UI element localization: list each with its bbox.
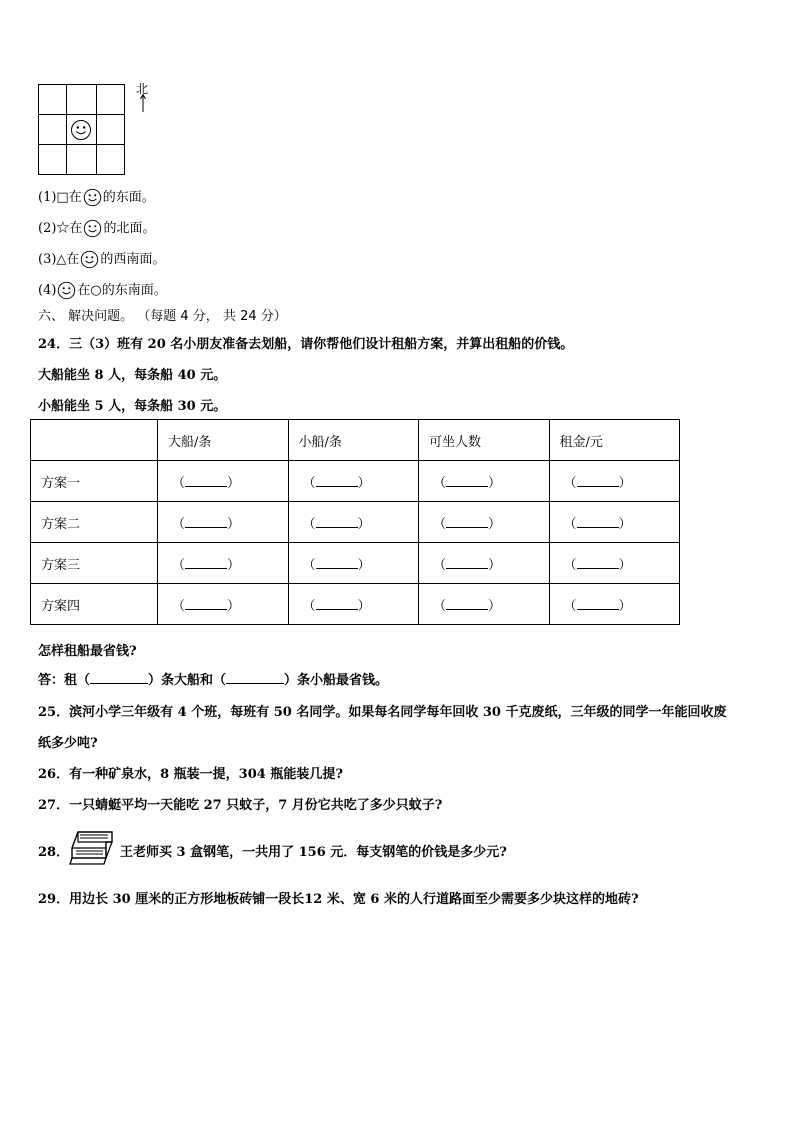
answer-blank[interactable]: （ ） xyxy=(288,461,419,502)
smiley-face-icon xyxy=(80,250,99,269)
question-25-line-2: 纸多少吨? xyxy=(38,736,98,751)
answer-blank[interactable]: （ ） xyxy=(288,543,419,584)
question-post-text: 的北面。 xyxy=(103,221,156,236)
smiley-face-icon xyxy=(83,188,102,207)
grid-cell xyxy=(96,145,124,175)
question-post-text: 在○的东南面。 xyxy=(77,283,167,298)
table-row xyxy=(31,461,680,502)
answer-blank[interactable]: （ ） xyxy=(288,584,419,625)
answer-blank[interactable]: （ ） xyxy=(549,584,680,625)
answer-blank[interactable]: （ ） xyxy=(288,502,419,543)
question-27-text: 27．一只蜻蜓平均一天能吃 27 只蚊子，7 月份它共吃了多少只蚊子? xyxy=(38,798,443,813)
answer-blank-big-boats[interactable] xyxy=(90,671,148,684)
pen-box-icon xyxy=(68,828,118,870)
direction-question-1 xyxy=(38,186,155,207)
answer-line xyxy=(38,669,388,688)
north-arrow-icon xyxy=(139,94,147,112)
question-number: (1) xyxy=(38,190,57,205)
question-pre-text: ☆在 xyxy=(56,221,83,236)
answer-blank[interactable]: （ ） xyxy=(419,502,550,543)
question-post-text: 的西南面。 xyxy=(100,252,166,267)
question-number: (4) xyxy=(38,283,57,298)
table-row xyxy=(31,502,680,543)
table-header: 租金/元 xyxy=(549,420,680,461)
answer-blank-small-boats[interactable] xyxy=(226,671,284,684)
grid-cell xyxy=(96,115,124,145)
grid-cell xyxy=(39,115,67,145)
smiley-face-icon xyxy=(70,119,92,141)
direction-question-2 xyxy=(38,217,155,238)
question-25-line-1: 25．滨河小学三年级有 4 个班，每班有 50 名同学。如果每名同学每年回收 30 千克废纸，三年级的同学一年能回收废 xyxy=(38,705,727,720)
answer-text: ）条大船和（ xyxy=(148,673,227,688)
question-pre-text: □在 xyxy=(56,190,82,205)
plan-label: 方案一 xyxy=(31,461,158,502)
question-29-text: 29．用边长 30 厘米的正方形地板砖铺一段长12 米、宽 6 米的人行道路面至少需要多少块这样的地砖? xyxy=(38,892,639,907)
answer-text: ）条小船最省钱。 xyxy=(284,673,389,688)
answer-blank[interactable]: （ ） xyxy=(419,461,550,502)
direction-question-4 xyxy=(38,279,167,300)
answer-blank[interactable]: （ ） xyxy=(419,543,550,584)
question-pre-text: △在 xyxy=(56,252,80,267)
grid-cell xyxy=(96,85,124,115)
answer-blank[interactable]: （ ） xyxy=(158,543,289,584)
table-header: 小船/条 xyxy=(288,420,419,461)
section-heading: 六、 解决问题。 （每题 4 分， 共 24 分） xyxy=(38,309,287,324)
rental-plan-table xyxy=(30,419,680,625)
grid-cell xyxy=(39,145,67,175)
answer-blank[interactable]: （ ） xyxy=(549,543,680,584)
direction-grid xyxy=(38,84,125,175)
plan-label: 方案三 xyxy=(31,543,158,584)
small-boat-info: 小船能坐 5 人，每条船 30 元。 xyxy=(38,399,227,414)
direction-question-3 xyxy=(38,248,165,269)
question-number: (2) xyxy=(38,221,57,236)
grid-cell xyxy=(67,85,97,115)
table-header: 大船/条 xyxy=(158,420,289,461)
question-26-text: 26．有一种矿泉水，8 瓶装一提，304 瓶能装几提? xyxy=(38,767,343,782)
answer-blank[interactable]: （ ） xyxy=(158,584,289,625)
table-row xyxy=(31,584,680,625)
question-24-text: 24．三（3）班有 20 名小朋友准备去划船，请你帮他们设计租船方案，并算出租船的价钱。 xyxy=(38,337,574,352)
question-post-text: 的东面。 xyxy=(102,190,155,205)
big-boat-info: 大船能坐 8 人，每条船 40 元。 xyxy=(38,368,227,383)
table-header-row xyxy=(31,420,680,461)
question-28-number: 28． xyxy=(38,845,70,860)
answer-blank[interactable]: （ ） xyxy=(419,584,550,625)
answer-text: 答：租（ xyxy=(38,673,91,688)
smiley-face-icon xyxy=(57,281,76,300)
north-label: 北 xyxy=(136,82,149,96)
table-header: 可坐人数 xyxy=(419,420,550,461)
question-number: (3) xyxy=(38,252,57,267)
answer-blank[interactable]: （ ） xyxy=(158,461,289,502)
table-row xyxy=(31,543,680,584)
answer-blank[interactable]: （ ） xyxy=(549,502,680,543)
answer-blank[interactable]: （ ） xyxy=(158,502,289,543)
plan-label: 方案二 xyxy=(31,502,158,543)
table-header xyxy=(31,420,158,461)
grid-cell-center xyxy=(67,115,97,145)
answer-blank[interactable]: （ ） xyxy=(549,461,680,502)
question-24-prompt: 怎样租船最省钱? xyxy=(38,644,137,659)
grid-cell xyxy=(39,85,67,115)
smiley-face-icon xyxy=(83,219,102,238)
grid-cell xyxy=(67,145,97,175)
question-28-text: 王老师买 3 盒钢笔，一共用了 156 元．每支钢笔的价钱是多少元? xyxy=(120,845,507,860)
plan-label: 方案四 xyxy=(31,584,158,625)
